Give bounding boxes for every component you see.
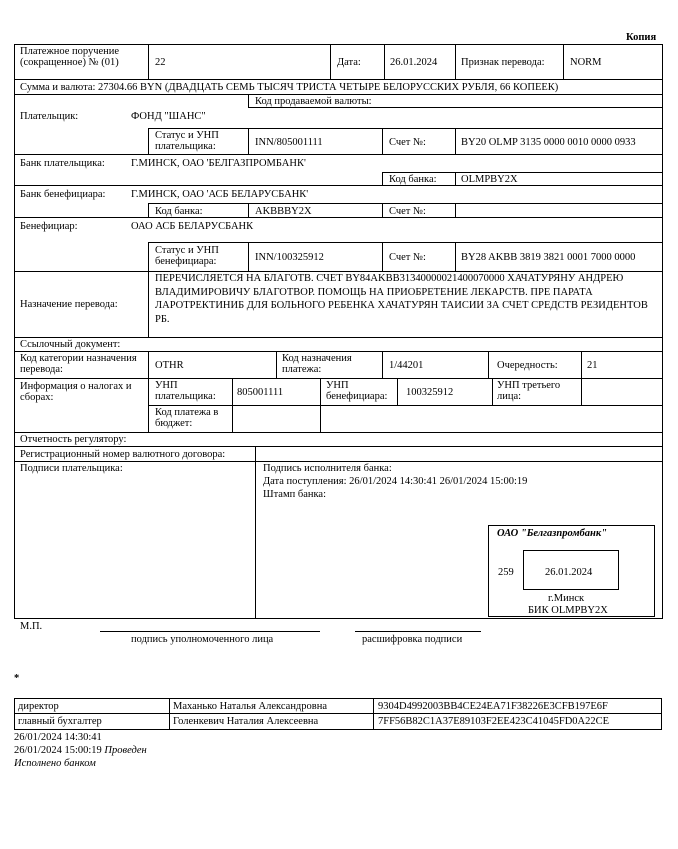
payer-bank-label: Банк плательщика: (20, 158, 105, 169)
signature-decoding-caption: расшифровка подписи (362, 634, 463, 645)
beneficiary-name: ОАО АСБ БЕЛАРУСБАНК (131, 221, 254, 232)
budget-code-label: Код платежа в бюджет: (155, 407, 219, 429)
payer-bank-code-value: OLMPBY2X (461, 174, 518, 185)
beneficiary-bank-name: Г.МИНСК, ОАО 'АСБ БЕЛАРУСБАНК' (131, 189, 309, 200)
beneficiary-account-label: Счет №: (389, 252, 426, 263)
signer-name: Голенкевич Наталия Алексеевна (173, 716, 319, 727)
priority-label: Очередность: (497, 360, 558, 371)
transfer-sign-label: Признак перевода: (461, 57, 545, 68)
doc-title: Платежное поручение (сокращенное) № (01) (20, 46, 120, 68)
payer-status-value: INN/805001111 (255, 137, 323, 148)
tax-payer-unp-value: 805001111 (237, 387, 284, 398)
priority-value: 21 (587, 360, 598, 371)
purpose-text: ПЕРЕЧИСЛЯЕТСЯ НА БЛАГОТВ. СЧЕТ BY84AKBB31340000021400070000 ХАЧАТУРЯНУ АНДРЕЮ ВЛАДИМИРОВИЧУ БЛАГОТВОР. ПОМОЩЬ НА ПРИОБРЕТЕНИЕ ЛЕКАРСТВ. ПРЕ ПАРАТА ЛАРОТРЕКТИНИБ ДЛЯ БОЛЬНОГО РЕБЕНКА ХАЧАТУРЯН ТАИСИИ ЗА СЧЕТ СРЕДСТВ РЕЗИДЕНТОВ РБ. (155, 273, 648, 325)
payer-bank-name: Г.МИНСК, ОАО 'БЕЛГАЗПРОМБАНК' (131, 158, 306, 169)
bank-stamp-label: Штамп банка: (263, 489, 326, 500)
bank-sign-label: Подпись исполнителя банка: (263, 463, 392, 474)
tax-payer-unp-label: УНП плательщика: (155, 380, 216, 402)
purpose-code-value: 1/44201 (389, 360, 424, 371)
taxes-label: Информация о налогах и сборах: (20, 381, 132, 403)
tax-benef-unp-value: 100325912 (406, 387, 454, 398)
receipt-date-label: Дата поступления: 26/01/2024 14:30:41 26/01/2024 15:00:19 (263, 476, 528, 487)
copy-label: Копия (626, 32, 657, 43)
signer-role: главный бухгалтер (18, 716, 102, 727)
authorized-signature-caption: подпись уполномоченного лица (131, 634, 274, 645)
payer-status-label: Статус и УНП плательщика: (155, 130, 219, 152)
category-value: OTHR (155, 360, 184, 371)
footer-status: Проведен (104, 745, 147, 756)
regulator-label: Отчетность регулятору: (20, 434, 127, 445)
footer-executed: Исполнено банком (14, 758, 96, 769)
purpose-label: Назначение перевода: (20, 299, 118, 310)
tax-benef-unp-label: УНП бенефициара: (326, 380, 388, 402)
contract-label: Регистрационный номер валютного договора: (20, 449, 226, 460)
stamp-number: 259 (498, 567, 514, 578)
beneficiary-bank-account-label: Счет №: (389, 206, 426, 217)
footer-timestamp-1: 26/01/2024 14:30:41 (14, 732, 102, 743)
date-value: 26.01.2024 (390, 57, 438, 68)
stamp-date: 26.01.2024 (545, 567, 593, 578)
beneficiary-status-value: INN/100325912 (255, 252, 324, 263)
purpose-code-label: Код назначения платежа: (282, 353, 352, 375)
date-label: Дата: (337, 57, 361, 68)
beneficiary-bank-label: Банк бенефициара: (20, 189, 106, 200)
reference-doc-label: Ссылочный документ: (20, 339, 121, 350)
beneficiary-bank-code-value: AKBBBY2X (255, 206, 312, 217)
signer-name: Маханько Наталья Александровна (173, 701, 328, 712)
stamp-bank-name: ОАО "Белгазпромбанк" (497, 528, 608, 539)
payer-account-label: Счет №: (389, 137, 426, 148)
payer-label: Плательщик: (20, 111, 79, 122)
footer-timestamp-2: 26/01/2024 15:00:19 (14, 745, 102, 756)
beneficiary-status-label: Статус и УНП бенефициара: (155, 245, 219, 267)
payer-signatures-label: Подписи плательщика: (20, 463, 123, 474)
beneficiary-bank-code-label: Код банка: (155, 206, 203, 217)
payer-bank-code-label: Код банка: (389, 174, 437, 185)
payer-account-value: BY20 OLMP 3135 0000 0010 0000 0933 (461, 137, 636, 148)
amount-text: Сумма и валюта: 27304.66 BYN (ДВАДЦАТЬ СЕМЬ ТЫСЯЧ ТРИСТА ЧЕТЫРЕ БЕЛОРУССКИХ РУБЛЯ, 66 КОПЕЕК) (20, 82, 559, 93)
doc-number: 22 (155, 57, 166, 68)
stamp-bic: БИК OLMPBY2X (528, 605, 608, 616)
mp-label: М.П. (20, 621, 43, 632)
footer-status-line (14, 745, 147, 756)
asterisk-mark: * (14, 673, 20, 684)
category-label: Код категории назначения перевода: (20, 353, 137, 375)
beneficiary-account-value: BY28 AKBB 3819 3821 0001 7000 0000 (461, 252, 636, 263)
signer-hash: 9304D4992003BB4CE24EA71F38226E3CFB197E6F (378, 701, 608, 712)
beneficiary-label: Бенефициар: (20, 221, 78, 232)
signer-role: директор (18, 701, 59, 712)
transfer-sign-value: NORM (570, 57, 602, 68)
payer-name: ФОНД "ШАНС" (131, 111, 206, 122)
signer-hash: 7FF56B82C1A37E89103F2EE423C41045FD0A22CE (378, 716, 610, 727)
sold-currency-label: Код продаваемой валюты: (255, 96, 372, 107)
stamp-city: г.Минск (548, 593, 585, 604)
tax-third-unp-label: УНП третьего лица: (497, 380, 561, 402)
